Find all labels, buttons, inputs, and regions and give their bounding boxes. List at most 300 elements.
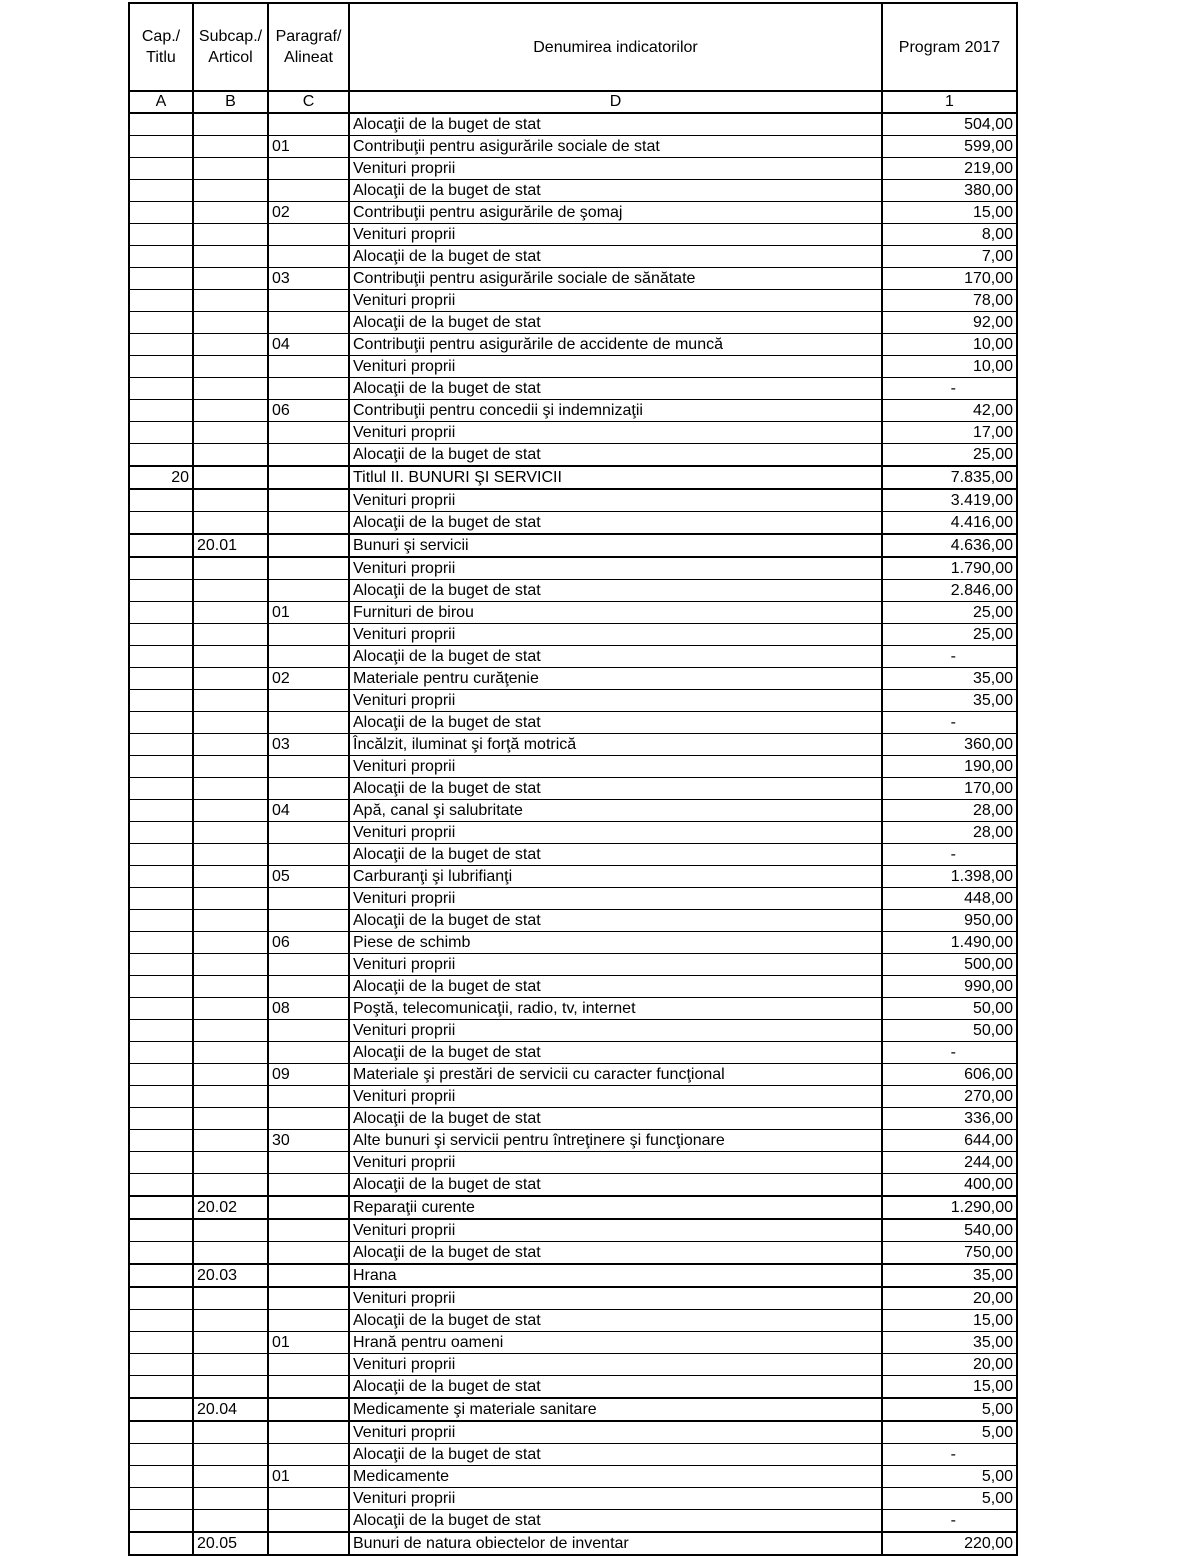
paragraf-cell (268, 180, 349, 202)
paragraf-cell: 05 (268, 866, 349, 888)
subcap-cell (193, 334, 268, 356)
paragraf-cell: 01 (268, 602, 349, 624)
denumire-cell: Alocaţii de la buget de stat (349, 512, 882, 535)
paragraf-cell (268, 844, 349, 866)
table-row (129, 1242, 1017, 1265)
paragraf-cell (268, 534, 349, 557)
denumire-cell: Alocaţii de la buget de stat (349, 1174, 882, 1197)
program-cell: 50,00 (882, 998, 1017, 1020)
cap-cell (129, 932, 193, 954)
program-cell: 380,00 (882, 180, 1017, 202)
cap-cell (129, 113, 193, 136)
denumire-cell: Venituri proprii (349, 1421, 882, 1444)
cap-cell (129, 378, 193, 400)
paragraf-cell (268, 1398, 349, 1421)
table-row (129, 602, 1017, 624)
cap-cell (129, 444, 193, 467)
cap-cell (129, 756, 193, 778)
table-row (129, 268, 1017, 290)
subcap-cell (193, 756, 268, 778)
table-row (129, 1354, 1017, 1376)
paragraf-cell (268, 466, 349, 489)
paragraf-cell: 02 (268, 668, 349, 690)
denumire-cell: Venituri proprii (349, 1354, 882, 1376)
table-row (129, 1042, 1017, 1064)
paragraf-cell (268, 1042, 349, 1064)
subcap-cell (193, 1064, 268, 1086)
program-cell: 599,00 (882, 136, 1017, 158)
paragraf-cell (268, 1264, 349, 1287)
table-row (129, 1421, 1017, 1444)
cap-cell (129, 1020, 193, 1042)
cap-cell (129, 1510, 193, 1533)
cap-cell (129, 1130, 193, 1152)
denumire-cell: Contribuţii pentru asigurările sociale de sănătate (349, 268, 882, 290)
subcap-cell (193, 932, 268, 954)
denumire-cell: Hrana (349, 1264, 882, 1287)
program-cell: 7,00 (882, 246, 1017, 268)
denumire-cell: Venituri proprii (349, 756, 882, 778)
table-row (129, 378, 1017, 400)
program-cell: 400,00 (882, 1174, 1017, 1197)
denumire-cell: Venituri proprii (349, 690, 882, 712)
paragraf-cell (268, 378, 349, 400)
cap-cell (129, 800, 193, 822)
table-row (129, 202, 1017, 224)
table-row (129, 1020, 1017, 1042)
program-cell: 20,00 (882, 1354, 1017, 1376)
dash-value: - (950, 1446, 956, 1463)
table-row (129, 1466, 1017, 1488)
program-cell: 28,00 (882, 822, 1017, 844)
subcap-cell (193, 1354, 268, 1376)
cap-cell (129, 668, 193, 690)
header-cap: Cap./ Titlu (129, 3, 193, 91)
table-row (129, 844, 1017, 866)
paragraf-cell (268, 246, 349, 268)
paragraf-cell (268, 1488, 349, 1510)
table-row (129, 512, 1017, 535)
program-cell: 219,00 (882, 158, 1017, 180)
denumire-cell: Venituri proprii (349, 1219, 882, 1242)
denumire-cell: Carburanţi şi lubrifianţi (349, 866, 882, 888)
paragraf-cell (268, 1108, 349, 1130)
table-row (129, 910, 1017, 932)
subcap-cell (193, 1108, 268, 1130)
program-cell: 3.419,00 (882, 489, 1017, 512)
subcap-cell (193, 646, 268, 668)
program-cell: 20,00 (882, 1287, 1017, 1310)
subcap-cell (193, 668, 268, 690)
subcap-cell (193, 113, 268, 136)
table-row (129, 444, 1017, 467)
paragraf-cell (268, 312, 349, 334)
cap-cell (129, 624, 193, 646)
program-cell: 336,00 (882, 1108, 1017, 1130)
table-row (129, 557, 1017, 580)
table-row (129, 1219, 1017, 1242)
denumire-cell: Venituri proprii (349, 1488, 882, 1510)
cap-cell (129, 136, 193, 158)
table-row (129, 734, 1017, 756)
paragraf-cell (268, 646, 349, 668)
budget-sheet (128, 2, 1016, 1556)
table-row (129, 624, 1017, 646)
paragraf-cell (268, 690, 349, 712)
cap-cell (129, 1532, 193, 1555)
program-cell: 35,00 (882, 690, 1017, 712)
subcap-cell (193, 866, 268, 888)
table-row (129, 1174, 1017, 1197)
subcap-cell (193, 1488, 268, 1510)
denumire-cell: Contribuţii pentru concedii şi indemnizaţii (349, 400, 882, 422)
table-row (129, 822, 1017, 844)
cap-cell (129, 422, 193, 444)
paragraf-cell (268, 113, 349, 136)
table-row (129, 1130, 1017, 1152)
subcap-cell: 20.02 (193, 1196, 268, 1219)
paragraf-cell (268, 1242, 349, 1265)
cap-cell: 20 (129, 466, 193, 489)
program-cell: 78,00 (882, 290, 1017, 312)
denumire-cell: Alocaţii de la buget de stat (349, 378, 882, 400)
table-row (129, 800, 1017, 822)
program-cell: 92,00 (882, 312, 1017, 334)
program-cell: 500,00 (882, 954, 1017, 976)
subcap-cell (193, 734, 268, 756)
paragraf-cell (268, 158, 349, 180)
subcap-cell (193, 1332, 268, 1354)
letter-b: B (193, 91, 268, 113)
subcap-cell (193, 602, 268, 624)
denumire-cell: Apă, canal şi salubritate (349, 800, 882, 822)
paragraf-cell (268, 557, 349, 580)
denumire-cell: Bunuri şi servicii (349, 534, 882, 557)
paragraf-cell: 02 (268, 202, 349, 224)
cap-cell (129, 1174, 193, 1197)
program-cell: 1.290,00 (882, 1196, 1017, 1219)
denumire-cell: Venituri proprii (349, 224, 882, 246)
denumire-cell: Alocaţii de la buget de stat (349, 1376, 882, 1399)
program-cell: 25,00 (882, 444, 1017, 467)
denumire-cell: Alocaţii de la buget de stat (349, 312, 882, 334)
table-row (129, 1376, 1017, 1399)
denumire-cell: Venituri proprii (349, 557, 882, 580)
program-cell: 606,00 (882, 1064, 1017, 1086)
denumire-cell: Alocaţii de la buget de stat (349, 580, 882, 602)
subcap-cell (193, 910, 268, 932)
denumire-cell: Furnituri de birou (349, 602, 882, 624)
paragraf-cell (268, 954, 349, 976)
denumire-cell: Alocaţii de la buget de stat (349, 1108, 882, 1130)
paragraf-cell: 01 (268, 1332, 349, 1354)
denumire-cell: Alocaţii de la buget de stat (349, 444, 882, 467)
program-cell: 7.835,00 (882, 466, 1017, 489)
denumire-cell: Alocaţii de la buget de stat (349, 1444, 882, 1466)
cap-cell (129, 998, 193, 1020)
paragraf-cell (268, 712, 349, 734)
subcap-cell (193, 1020, 268, 1042)
cap-cell (129, 1287, 193, 1310)
column-letters-row (129, 91, 1017, 113)
subcap-cell (193, 312, 268, 334)
cap-cell (129, 268, 193, 290)
cap-cell (129, 1219, 193, 1242)
subcap-cell (193, 580, 268, 602)
subcap-cell (193, 1130, 268, 1152)
subcap-cell (193, 224, 268, 246)
program-cell: 504,00 (882, 113, 1017, 136)
subcap-cell (193, 844, 268, 866)
cap-cell (129, 1444, 193, 1466)
paragraf-cell (268, 888, 349, 910)
denumire-cell: Alocaţii de la buget de stat (349, 712, 882, 734)
program-cell: 5,00 (882, 1398, 1017, 1421)
cap-cell (129, 356, 193, 378)
program-cell: 15,00 (882, 202, 1017, 224)
program-cell: 35,00 (882, 1264, 1017, 1287)
cap-cell (129, 1152, 193, 1174)
denumire-cell: Bunuri de natura obiectelor de inventar (349, 1532, 882, 1555)
table-row (129, 998, 1017, 1020)
table-row (129, 400, 1017, 422)
program-cell: 28,00 (882, 800, 1017, 822)
paragraf-cell (268, 1532, 349, 1555)
program-cell: 10,00 (882, 356, 1017, 378)
denumire-cell: Alocaţii de la buget de stat (349, 1042, 882, 1064)
paragraf-cell (268, 1020, 349, 1042)
header-denumirea: Denumirea indicatorilor (349, 3, 882, 91)
paragraf-cell (268, 1219, 349, 1242)
header-subcap: Subcap./ Articol (193, 3, 268, 91)
subcap-cell (193, 954, 268, 976)
program-cell: 25,00 (882, 624, 1017, 646)
denumire-cell: Venituri proprii (349, 624, 882, 646)
cap-cell (129, 690, 193, 712)
table-row (129, 1510, 1017, 1533)
table-row (129, 1064, 1017, 1086)
paragraf-cell (268, 910, 349, 932)
cap-cell (129, 1466, 193, 1488)
cap-cell (129, 580, 193, 602)
subcap-cell (193, 800, 268, 822)
program-cell: 8,00 (882, 224, 1017, 246)
table-row (129, 1488, 1017, 1510)
subcap-cell (193, 290, 268, 312)
cap-cell (129, 489, 193, 512)
paragraf-cell: 04 (268, 800, 349, 822)
cap-cell (129, 534, 193, 557)
dash-value: - (950, 714, 956, 731)
denumire-cell: Alocaţii de la buget de stat (349, 1310, 882, 1332)
subcap-cell (193, 1376, 268, 1399)
denumire-cell: Poştă, telecomunicaţii, radio, tv, internet (349, 998, 882, 1020)
program-cell: 220,00 (882, 1532, 1017, 1555)
cap-cell (129, 778, 193, 800)
table-row (129, 646, 1017, 668)
paragraf-cell (268, 356, 349, 378)
denumire-cell: Venituri proprii (349, 1086, 882, 1108)
cap-cell (129, 910, 193, 932)
denumire-cell: Materiale şi prestări de servicii cu caracter funcţional (349, 1064, 882, 1086)
table-row (129, 113, 1017, 136)
dash-value: - (950, 380, 956, 397)
denumire-cell: Alocaţii de la buget de stat (349, 844, 882, 866)
table-row (129, 334, 1017, 356)
header-paragraf: Paragraf/ Alineat (268, 3, 349, 91)
program-cell: 42,00 (882, 400, 1017, 422)
program-cell: 25,00 (882, 602, 1017, 624)
denumire-cell: Venituri proprii (349, 1152, 882, 1174)
subcap-cell: 20.04 (193, 1398, 268, 1421)
paragraf-cell (268, 1510, 349, 1533)
subcap-cell (193, 466, 268, 489)
paragraf-cell (268, 1086, 349, 1108)
paragraf-cell (268, 1174, 349, 1197)
program-cell: 1.490,00 (882, 932, 1017, 954)
subcap-cell (193, 1219, 268, 1242)
denumire-cell: Venituri proprii (349, 1020, 882, 1042)
table-row (129, 976, 1017, 998)
cap-cell (129, 1086, 193, 1108)
table-row (129, 224, 1017, 246)
denumire-cell: Încălzit, iluminat şi forţă motrică (349, 734, 882, 756)
paragraf-cell: 09 (268, 1064, 349, 1086)
header-program: Program 2017 (882, 3, 1017, 91)
table-row (129, 1532, 1017, 1555)
denumire-cell: Venituri proprii (349, 290, 882, 312)
table-row (129, 1086, 1017, 1108)
table-row (129, 1264, 1017, 1287)
subcap-cell (193, 422, 268, 444)
table-row (129, 422, 1017, 444)
table-row (129, 888, 1017, 910)
table-row (129, 489, 1017, 512)
denumire-cell: Venituri proprii (349, 954, 882, 976)
paragraf-cell (268, 512, 349, 535)
subcap-cell: 20.03 (193, 1264, 268, 1287)
subcap-cell (193, 202, 268, 224)
denumire-cell: Piese de schimb (349, 932, 882, 954)
paragraf-cell (268, 422, 349, 444)
cap-cell (129, 1376, 193, 1399)
paragraf-cell (268, 778, 349, 800)
subcap-cell (193, 246, 268, 268)
denumire-cell: Alte bunuri şi servicii pentru întreţinere şi funcţionare (349, 1130, 882, 1152)
cap-cell (129, 312, 193, 334)
table-row (129, 1332, 1017, 1354)
subcap-cell: 20.01 (193, 534, 268, 557)
subcap-cell (193, 1287, 268, 1310)
header-row (129, 3, 1017, 91)
subcap-cell (193, 444, 268, 467)
program-cell: 50,00 (882, 1020, 1017, 1042)
letter-c: C (268, 91, 349, 113)
subcap-cell (193, 998, 268, 1020)
denumire-cell: Medicamente (349, 1466, 882, 1488)
paragraf-cell (268, 224, 349, 246)
program-cell: 750,00 (882, 1242, 1017, 1265)
subcap-cell (193, 1310, 268, 1332)
table-row (129, 580, 1017, 602)
dash-value: - (950, 648, 956, 665)
subcap-cell (193, 1174, 268, 1197)
cap-cell (129, 734, 193, 756)
cap-cell (129, 400, 193, 422)
table-row (129, 1310, 1017, 1332)
dash-value: - (950, 1044, 956, 1061)
cap-cell (129, 1310, 193, 1332)
subcap-cell: 20.05 (193, 1532, 268, 1555)
program-cell: 4.416,00 (882, 512, 1017, 535)
subcap-cell (193, 1086, 268, 1108)
cap-cell (129, 1196, 193, 1219)
table-row (129, 290, 1017, 312)
subcap-cell (193, 136, 268, 158)
program-cell: 35,00 (882, 1332, 1017, 1354)
paragraf-cell (268, 1196, 349, 1219)
letter-a: A (129, 91, 193, 113)
table-row (129, 866, 1017, 888)
dash-value: - (950, 1512, 956, 1529)
cap-cell (129, 158, 193, 180)
cap-cell (129, 822, 193, 844)
cap-cell (129, 224, 193, 246)
cap-cell (129, 1354, 193, 1376)
cap-cell (129, 954, 193, 976)
paragraf-cell: 04 (268, 334, 349, 356)
paragraf-cell (268, 1354, 349, 1376)
paragraf-cell (268, 976, 349, 998)
table-row (129, 1108, 1017, 1130)
paragraf-cell (268, 624, 349, 646)
paragraf-cell: 06 (268, 932, 349, 954)
cap-cell (129, 1488, 193, 1510)
subcap-cell (193, 1242, 268, 1265)
subcap-cell (193, 778, 268, 800)
denumire-cell: Venituri proprii (349, 158, 882, 180)
cap-cell (129, 1264, 193, 1287)
table-row (129, 932, 1017, 954)
program-cell: 35,00 (882, 668, 1017, 690)
denumire-cell: Venituri proprii (349, 422, 882, 444)
denumire-cell: Alocaţii de la buget de stat (349, 1510, 882, 1533)
cap-cell (129, 1064, 193, 1086)
denumire-cell: Alocaţii de la buget de stat (349, 976, 882, 998)
denumire-cell: Alocaţii de la buget de stat (349, 646, 882, 668)
cap-cell (129, 1332, 193, 1354)
paragraf-cell: 03 (268, 268, 349, 290)
paragraf-cell (268, 580, 349, 602)
denumire-cell: Medicamente şi materiale sanitare (349, 1398, 882, 1421)
program-cell: 17,00 (882, 422, 1017, 444)
denumire-cell: Reparaţii curente (349, 1196, 882, 1219)
program-cell (882, 1444, 1017, 1466)
denumire-cell: Venituri proprii (349, 356, 882, 378)
subcap-cell (193, 180, 268, 202)
program-cell: 270,00 (882, 1086, 1017, 1108)
subcap-cell (193, 712, 268, 734)
program-cell: 5,00 (882, 1466, 1017, 1488)
paragraf-cell (268, 1421, 349, 1444)
paragraf-cell: 08 (268, 998, 349, 1020)
subcap-cell (193, 268, 268, 290)
denumire-cell: Venituri proprii (349, 489, 882, 512)
budget-table (128, 2, 1018, 1556)
table-row (129, 246, 1017, 268)
cap-cell (129, 1242, 193, 1265)
program-cell: 15,00 (882, 1310, 1017, 1332)
